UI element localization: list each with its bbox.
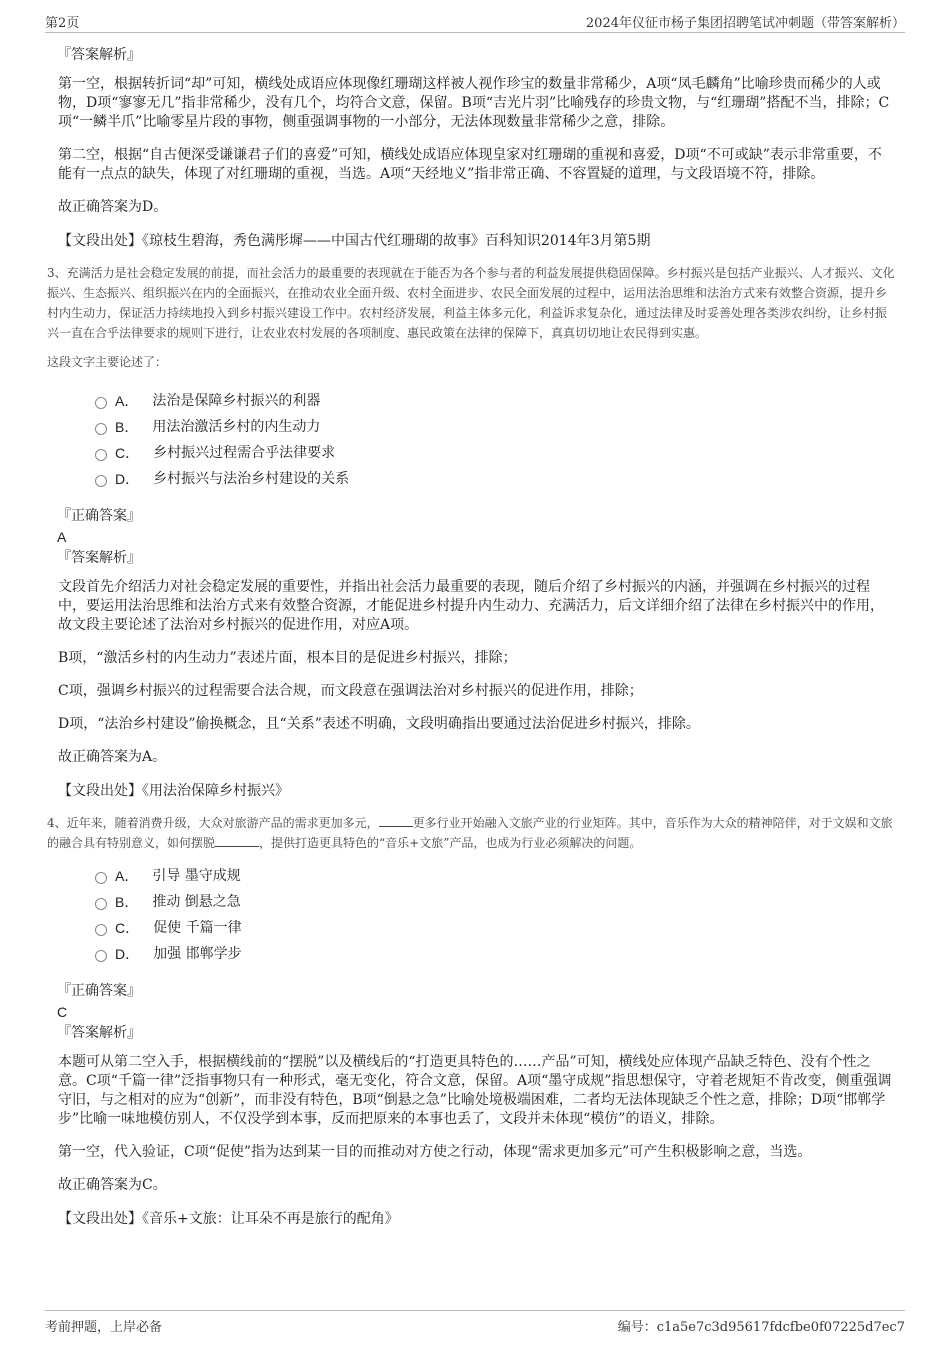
option-letter: A． [115, 393, 139, 409]
footer-slogan: 考前押题，上岸必备 [45, 1320, 163, 1335]
analysis-paragraph: 第一空，根据转折词“却”可知，横线处成语应体现像红珊瑚这样被人视作珍宝的数量非常稀少，A项“凤毛麟角”比喻珍贵而稀少的人或物，D项“寥寥无几”指非常稀少，没有几个，均符合文意，保留。B项“吉光片羽”比喻残存的珍贵文物，与“红珊瑚”搭配不当，排除；C项“一鳞半爪”比喻零星片段的事物，侧重强调事物的一小部分，无法体现数量非常稀少之意，排除。 [58, 76, 890, 130]
analysis-paragraph: 文段首先介绍活力对社会稳定发展的重要性，并指出社会活力最重要的表现，随后介绍了乡村振兴的内涵，并强调在乡村振兴的过程中，要运用法治思维和法治方式来有效整合资源，才能促进乡村提升内生动力、充满活力，后文详细介绍了法律在乡村振兴中的作用，故文段主要论述了法治对乡村振兴的促进作用，对应A项。 [58, 579, 884, 633]
option-c[interactable] [95, 915, 895, 941]
document-title: 2024年仪征市杨子集团招聘笔试冲刺题（带答案解析） [585, 16, 905, 31]
passage-source: 【文段出处】《音乐+文旅：让耳朵不再是旅行的配角》 [58, 1211, 399, 1227]
option-letter: C． [115, 445, 140, 461]
stem-part: 更多行业开始融入文旅产业的行业矩阵。其中，音乐作为大众的精神陪伴，对于文娱和文旅的融合具有特别意义，如何摆脱 [47, 816, 893, 850]
radio-button-icon[interactable] [95, 950, 107, 962]
stem-part: ，提供打造更具特色的“音乐+文旅”产品，也成为行业必须解决的问题。 [259, 836, 642, 850]
option-letter: B． [115, 419, 139, 435]
document-code: 编号：c1a5e7c3d95617fdcfbe0f07225d7ec7 [617, 1320, 905, 1335]
option-b[interactable] [95, 889, 895, 915]
radio-button-icon[interactable] [95, 872, 107, 884]
option-text: 促使 千篇一律 [153, 920, 242, 936]
analysis-label: 『答案解析』 [57, 47, 141, 63]
correct-answer-label: 『正确答案』 [57, 983, 141, 999]
question-3 [47, 263, 895, 801]
option-text: 加强 邯郸学步 [153, 946, 242, 962]
question-stem: 3、充满活力是社会稳定发展的前提，而社会活力的最重要的表现就在于能否为各个参与者的利益发展提供稳固保障。乡村振兴是包括产业振兴、人才振兴、文化振兴、生态振兴、组织振兴在内的全面振兴，在推动农业全面升级、农村全面进步、农民全面发展的过程中，运用法治思维和法治方式来有效整合资源，提升乡村内生动力，保证活力持续地投入到乡村振兴建设工作中。农村经济发展，利益主体多元化，利益诉求复杂化，通过法律及时妥善处理各类涉农纠纷，让乡村振兴一直在合乎法律要求的规则下进行，让农业农村发展的各项制度、惠民政策在法律的保障下，真真切切地让农民得到实惠。 [47, 266, 895, 340]
analysis-paragraph: 第二空，根据“自古便深受谦谦君子们的喜爱”可知，横线处成语应体现皇家对红珊瑚的重视和喜爱，D项“不可或缺”表示非常重要，不能有一点点的缺失，体现了对红珊瑚的重视，当选。A项“天经地义”指非常正确、不容置疑的道理，与文段语境不符，排除。 [58, 147, 882, 182]
correct-answer-label: 『正确答案』 [57, 508, 141, 524]
option-letter: A． [115, 868, 139, 884]
analysis-conclusion: 故正确答案为A。 [58, 749, 167, 765]
option-letter: D． [115, 471, 140, 487]
stem-part: 4、近年来，随着消费升级，大众对旅游产品的需求更加多元， [47, 816, 379, 830]
option-text: 推动 倒悬之急 [152, 894, 241, 910]
analysis-label: 『答案解析』 [57, 1025, 141, 1041]
option-text: 法治是保障乡村振兴的利器 [152, 393, 321, 409]
option-a[interactable] [95, 863, 895, 889]
radio-button-icon[interactable] [95, 397, 107, 409]
option-list [95, 388, 895, 492]
option-a[interactable] [95, 388, 895, 414]
analysis-paragraph: 本题可从第二空入手，根据横线前的“摆脱”以及横线后的“打造更具特色的……产品”可知，横线处应体现产品缺乏特色、没有个性之意。C项“千篇一律”泛指事物只有一种形式，毫无变化，符合文意，保留。A项“墨守成规”指思想保守，守着老规矩不肯改变，侧重强调守旧，与之相对的应为“创新”，而非没有特色，B项“倒悬之急”比喻处境极端困难，二者均无法体现缺乏个性之意，排除；D项“邯郸学步”比喻一味地模仿别人，不仅没学到本事，反而把原来的本事也丢了，文段并未体现“模仿”的语义，排除。 [58, 1054, 892, 1127]
option-d[interactable] [95, 941, 895, 967]
analysis-paragraph: B项，“激活乡村的内生动力”表述片面，根本目的是促进乡村振兴，排除； [58, 650, 517, 666]
passage-source: 【文段出处】《用法治保障乡村振兴》 [58, 783, 289, 799]
option-list [95, 863, 895, 967]
option-letter: C． [115, 920, 140, 936]
page-header [45, 0, 905, 33]
fill-blank [215, 834, 259, 847]
radio-button-icon[interactable] [95, 475, 107, 487]
document-body [47, 45, 895, 1241]
question-stem [47, 813, 897, 853]
question-prompt: 这段文字主要论述了： [47, 355, 168, 369]
analysis-paragraph: 第一空，代入验证，C项“促使”指为达到某一目的而推动对方使之行动，体现“需求更加多元”可产生积极影响之意，当选。 [58, 1144, 812, 1160]
analysis-conclusion: 故正确答案为C。 [58, 1177, 167, 1193]
option-letter: D． [115, 946, 140, 962]
page-number: 第2页 [45, 16, 80, 31]
option-letter: B． [115, 894, 139, 910]
option-text: 乡村振兴过程需合乎法律要求 [153, 445, 336, 461]
analysis-label: 『答案解析』 [57, 550, 141, 566]
option-d[interactable] [95, 466, 895, 492]
analysis-paragraph: C项，强调乡村振兴的过程需要合法合规，而文段意在强调法治对乡村振兴的促进作用，排除； [58, 683, 643, 699]
correct-answer: C [57, 1004, 68, 1020]
page-footer [45, 1310, 905, 1337]
question-2-analysis [55, 45, 895, 251]
option-text: 引导 墨守成规 [152, 868, 241, 884]
radio-button-icon[interactable] [95, 423, 107, 435]
fill-blank [379, 814, 413, 827]
question-4 [47, 813, 895, 1229]
option-text: 乡村振兴与法治乡村建设的关系 [153, 471, 350, 487]
option-text: 用法治激活乡村的内生动力 [152, 419, 321, 435]
radio-button-icon[interactable] [95, 449, 107, 461]
analysis-paragraph: D项，“法治乡村建设”偷换概念，且“关系”表述不明确，文段明确指出要通过法治促进乡村振兴，排除。 [58, 716, 700, 732]
option-c[interactable] [95, 440, 895, 466]
radio-button-icon[interactable] [95, 924, 107, 936]
radio-button-icon[interactable] [95, 898, 107, 910]
passage-source: 【文段出处】《琼枝生碧海，秀色满彤墀——中国古代红珊瑚的故事》百科知识2014年3月第5期 [58, 233, 651, 249]
option-b[interactable] [95, 414, 895, 440]
analysis-conclusion: 故正确答案为D。 [58, 199, 168, 215]
correct-answer: A [57, 529, 67, 545]
